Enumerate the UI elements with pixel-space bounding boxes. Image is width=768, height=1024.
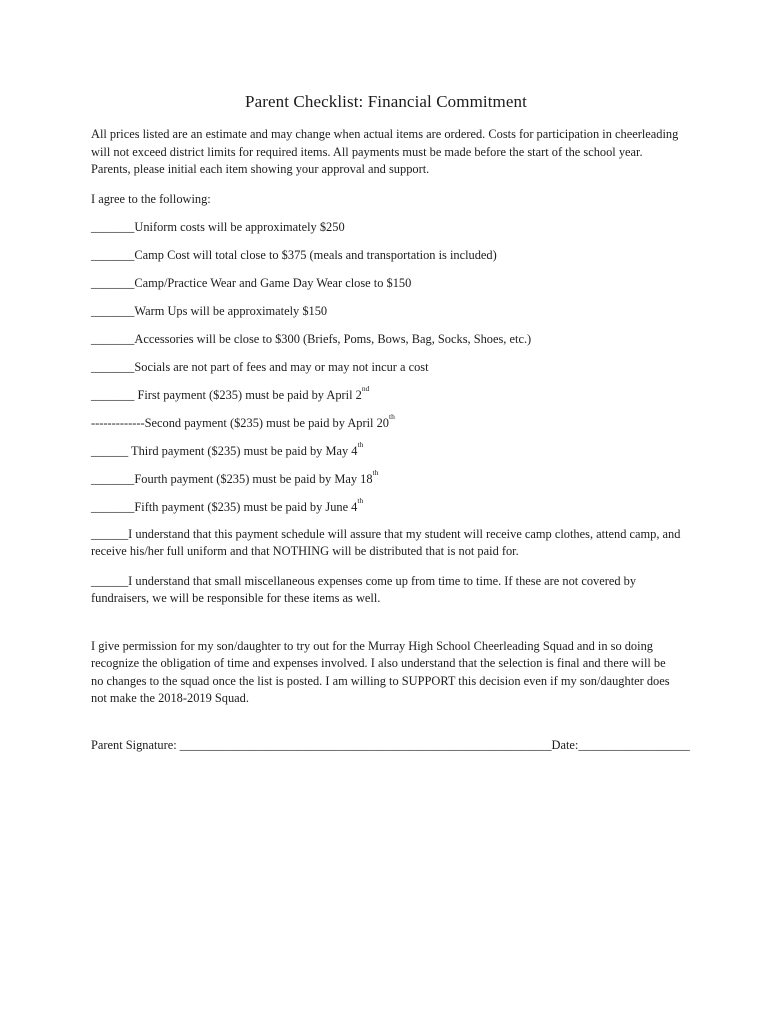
statement-text: I understand that this payment schedule will assure that my student will receive camp clothes, attend camp, and receive his/her full uniform and that NOTHING will be distributed that is not paid for. <box>91 526 681 558</box>
initial-blank[interactable]: ______ <box>91 526 129 541</box>
initial-blank[interactable]: ------------- <box>91 415 145 430</box>
ordinal-suffix: th <box>357 496 364 506</box>
item-text: Accessories will be close to $300 (Briefs, Poms, Bows, Bag, Socks, Shoes, etc.) <box>134 331 532 346</box>
checklist-item-uniform <box>91 218 681 236</box>
initial-blank[interactable]: _______ <box>91 247 135 262</box>
initial-blank[interactable]: _______ <box>91 499 135 514</box>
initial-blank[interactable]: _______ <box>91 275 135 290</box>
ordinal-suffix: nd <box>361 384 370 394</box>
item-text: Warm Ups will be approximately $150 <box>134 303 328 318</box>
item-text: Fifth payment ($235) must be paid by June 4 <box>134 499 358 514</box>
ordinal-suffix: th <box>357 440 364 450</box>
checklist-item-third-payment <box>91 442 681 460</box>
date-label: Date: <box>551 737 579 752</box>
agree-label: I agree to the following: <box>91 191 211 206</box>
checklist-item-accessories <box>91 330 681 348</box>
date-line[interactable]: __________________ <box>578 737 690 752</box>
checklist-item-fifth-payment <box>91 498 681 516</box>
item-text: Third payment ($235) must be paid by May 4 <box>128 443 358 458</box>
item-text: Fourth payment ($235) must be paid by May 18 <box>134 471 373 486</box>
item-text: Uniform costs will be approximately $250 <box>134 219 345 234</box>
document-page <box>91 92 690 754</box>
item-text: Socials are not part of fees and may or may not incur a cost <box>134 359 429 374</box>
statement-text: I understand that small miscellaneous expenses come up from time to time. If these are not covered by fundraisers, we will be responsible for these items as well. <box>91 573 637 605</box>
checklist <box>91 218 681 608</box>
signature-label: Parent Signature: <box>91 737 177 752</box>
item-text: Second payment ($235) must be paid by April 20 <box>144 415 389 430</box>
ordinal-suffix: th <box>372 468 379 478</box>
permission-paragraph: I give permission for my son/daughter to try out for the Murray High School Cheerleading Squad and in so doing recognize the obligation of time and expenses involved. I also understand that the selection is final and there will be no changes to the squad once the list is posted. I am willing to SUPPORT this decision even if my son/daughter does not make the 2018-2019 Squad. <box>91 638 670 705</box>
signature-row <box>91 736 690 754</box>
checklist-item-warm-ups <box>91 302 681 320</box>
initial-blank[interactable]: _______ <box>91 471 135 486</box>
ordinal-suffix: th <box>388 412 395 422</box>
initial-blank[interactable]: _______ <box>91 331 135 346</box>
signature-line[interactable]: ____________________________________________________________ <box>179 737 552 752</box>
intro-paragraph: All prices listed are an estimate and may change when actual items are ordered. Costs for participation in cheerleading will not exceed district limits for required items. All payments must be made before the start of the school year. Parents, please initial each item showing your approval and support. <box>91 127 679 176</box>
initial-blank[interactable]: ______ <box>91 573 129 588</box>
initial-blank[interactable]: _______ <box>91 219 135 234</box>
statement-misc-expenses <box>91 573 681 608</box>
checklist-item-first-payment <box>91 386 681 404</box>
initial-blank[interactable]: _______ <box>91 359 135 374</box>
checklist-item-socials <box>91 358 681 376</box>
initial-blank[interactable]: ______ <box>91 443 129 458</box>
section-spacer <box>91 620 681 638</box>
checklist-item-camp-cost <box>91 246 681 264</box>
checklist-item-fourth-payment <box>91 470 681 488</box>
item-text: Camp/Practice Wear and Game Day Wear close to $150 <box>134 275 412 290</box>
item-text: Camp Cost will total close to $375 (meals and transportation is included) <box>134 247 497 262</box>
document-title: Parent Checklist: Financial Commitment <box>245 92 527 111</box>
checklist-item-wear <box>91 274 681 292</box>
statement-payment-schedule <box>91 526 681 561</box>
checklist-item-second-payment <box>91 414 681 432</box>
initial-blank[interactable]: _______ <box>91 303 135 318</box>
initial-blank[interactable]: _______ <box>91 387 135 402</box>
item-text: First payment ($235) must be paid by April 2 <box>134 387 362 402</box>
